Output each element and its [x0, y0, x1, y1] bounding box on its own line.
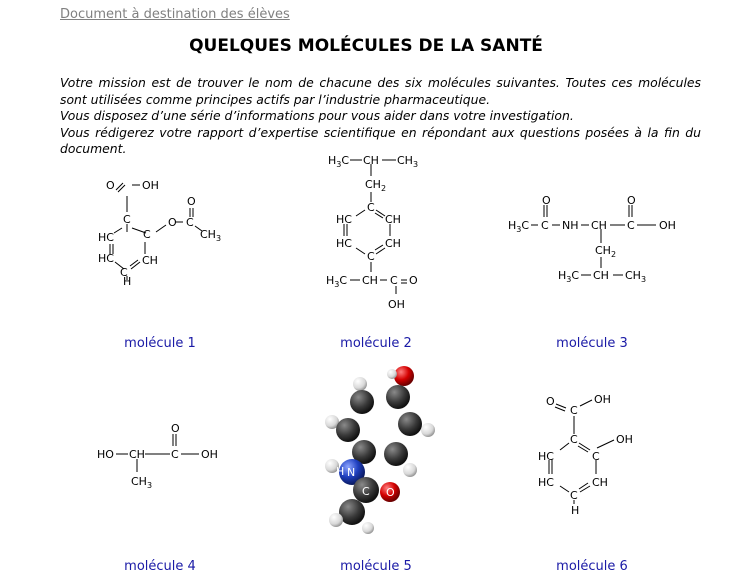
atom-h: H	[571, 504, 580, 517]
atom-ch3: $CH_3$	[397, 154, 419, 169]
atom-o: O	[546, 395, 555, 408]
atom-h3c: $H_3C$	[328, 154, 350, 169]
atom-c: C	[570, 489, 578, 502]
atom-n: N	[347, 466, 356, 479]
atom-ch: CH	[362, 274, 378, 287]
molecule-5-model	[318, 362, 443, 537]
atom-hc: HC	[336, 213, 352, 226]
atom-c: C	[123, 213, 131, 226]
molecule-1-caption: molécule 1	[124, 336, 196, 351]
atom-oh: OH	[201, 448, 218, 461]
atom-ch3: $CH_3$	[200, 228, 222, 243]
intro-text	[60, 75, 701, 158]
atom-h: H	[123, 275, 132, 288]
atom-nh: NH	[562, 219, 579, 232]
intro-info: Vous disposez d’une série d’informations pour vous aider dans votre investigation.	[60, 108, 574, 123]
atom-c: C	[362, 485, 370, 498]
atom-o: O	[542, 194, 551, 207]
atom-c: C	[186, 216, 194, 229]
atom-h: H	[336, 465, 345, 478]
atom-o: O	[106, 179, 115, 192]
atom-oh: OH	[659, 219, 676, 232]
atom-c: C	[541, 219, 549, 232]
molecule-6-structure	[530, 388, 670, 518]
molecule-6-caption: molécule 6	[556, 559, 628, 574]
atom-c: C	[143, 228, 151, 241]
atom-ch2: $CH_2$	[595, 244, 617, 259]
molecule-2-caption: molécule 2	[340, 336, 412, 351]
atom-oh: OH	[594, 393, 611, 406]
atom-ch: CH	[385, 237, 401, 250]
atom-c: C	[592, 450, 600, 463]
atom-ho: HO	[97, 448, 114, 461]
atom-oh: OH	[142, 179, 159, 192]
atom-c: C	[390, 274, 398, 287]
atom-hc: HC	[98, 252, 114, 265]
molecule-3-structure	[505, 195, 685, 290]
molecule-3-caption: molécule 3	[556, 336, 628, 351]
atom-h3c: $H_3C$	[326, 274, 348, 289]
atom-hc: HC	[336, 237, 352, 250]
atom-o: O	[627, 194, 636, 207]
molecule-1-structure	[90, 172, 240, 292]
atom-ch: CH	[142, 254, 158, 267]
atom-hc: HC	[98, 231, 114, 244]
molecule-2-structure	[320, 150, 440, 315]
atom-hc: HC	[538, 450, 554, 463]
atom-o: O	[187, 195, 196, 208]
atom-ch3: $CH_3$	[131, 475, 153, 490]
atom-ch: CH	[591, 219, 607, 232]
intro-report: Vous rédigerez votre rapport d’expertise scientifique en répondant aux questions posées à la fin du document.	[60, 124, 701, 156]
atom-c: C	[627, 219, 635, 232]
atom-ch: CH	[129, 448, 145, 461]
atom-o: O	[409, 274, 418, 287]
atom-oh: OH	[616, 433, 633, 446]
atom-o: O	[171, 422, 180, 435]
atom-hc: HC	[538, 476, 554, 489]
page-title: QUELQUES MOLÉCULES DE LA SANTÉ	[189, 36, 543, 56]
molecule-5-caption: molécule 5	[340, 559, 412, 574]
atom-c: C	[570, 433, 578, 446]
molecule-4-caption: molécule 4	[124, 559, 196, 574]
atom-ch: CH	[385, 213, 401, 226]
atom-ch2: $CH_2$	[365, 178, 387, 193]
atom-c: C	[367, 201, 375, 214]
atom-c: C	[570, 404, 578, 417]
atom-c: C	[120, 266, 128, 279]
molecule-4-structure	[95, 420, 235, 495]
intro-mission: Votre mission est de trouver le nom de chacune des six molécules suivantes. Toutes ces molécules sont utilisées comme principes actifs par l’industrie pharmaceutique.	[60, 75, 701, 107]
atom-ch: CH	[593, 269, 609, 282]
atom-oh: OH	[388, 298, 405, 311]
atom-c: C	[367, 250, 375, 263]
atom-c: C	[171, 448, 179, 461]
atom-ch: CH	[363, 154, 379, 167]
atom-ch: CH	[592, 476, 608, 489]
atom-o: O	[386, 486, 395, 499]
atom-o: O	[168, 216, 177, 229]
atom-h3c: $H_3C$	[508, 219, 530, 234]
atom-h3c: $H_3C$	[558, 269, 580, 284]
header-link[interactable]: Document à destination des élèves	[60, 7, 290, 22]
atom-ch3: $CH_3$	[625, 269, 647, 284]
